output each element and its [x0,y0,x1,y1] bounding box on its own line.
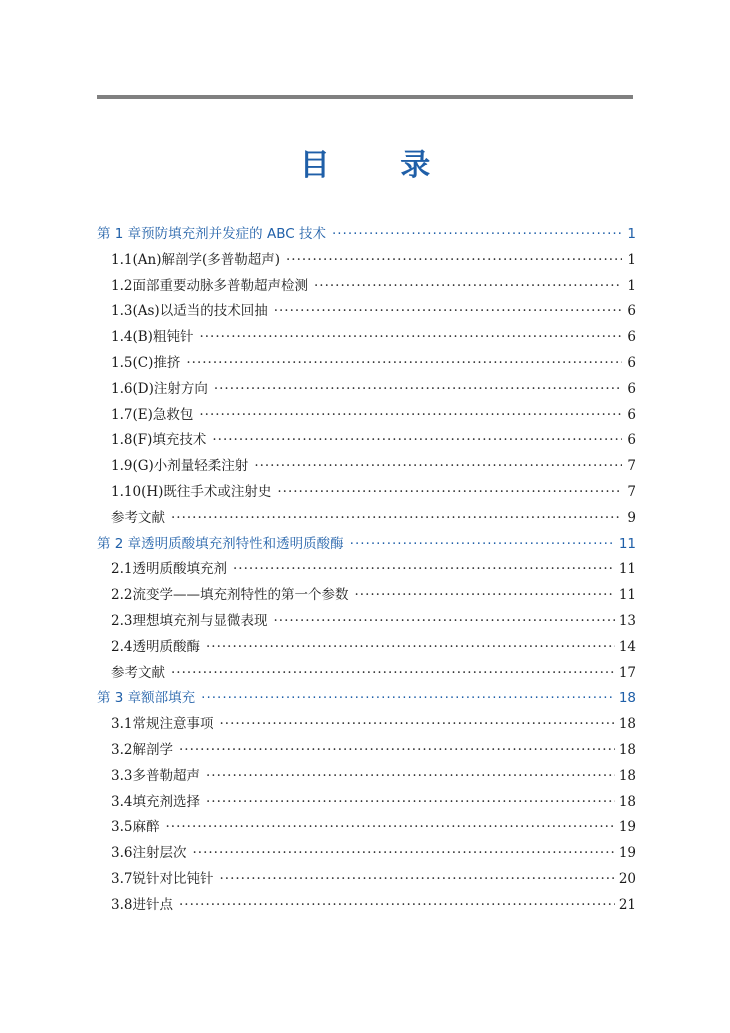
toc-entry-label: 参考文献 [111,664,165,681]
toc-page-number: 6 [627,303,636,320]
toc-section-row[interactable] [97,299,636,325]
toc-references-row[interactable] [97,506,636,532]
toc-page-number: 1 [627,226,636,242]
toc-section-row[interactable] [97,867,636,893]
toc-entry-number: 第 3 章 [97,690,142,707]
toc-section-row[interactable] [97,583,636,609]
toc-section-row[interactable] [97,764,636,790]
toc-section-row[interactable] [97,893,636,919]
toc-entry-label: 进针点 [132,896,173,913]
dot-leader [314,274,622,300]
dot-leader [233,557,615,583]
toc-section-row[interactable] [97,738,636,764]
toc-entry-label: (H)既往手术或注射史 [141,483,272,500]
toc-entry-number: 1.1 [111,251,133,268]
toc-entry-number: 2.2 [111,587,133,604]
toc-entry-number: 3.5 [111,819,133,836]
toc-page-number: 18 [618,741,636,758]
dot-leader [212,428,622,454]
toc-entry-number: 1.2 [111,277,133,294]
toc-section-row[interactable] [97,790,636,816]
toc-page-number: 11 [618,561,636,578]
toc-section-row[interactable] [97,403,636,429]
top-rule [97,95,633,99]
toc-entry-label: (E)急救包 [132,406,194,423]
toc-references-row[interactable] [97,661,636,687]
toc-entry-label: (F)填充技术 [132,432,207,449]
toc-page-number: 6 [627,354,636,371]
toc-entry-label: 解剖学 [132,741,173,758]
dot-leader [350,532,615,558]
toc-page-number: 21 [618,896,636,913]
toc-entry-number: 3.2 [111,741,133,758]
toc-entry-number: 1.7 [111,406,133,423]
toc-entry-label: 额部填充 [141,690,196,707]
toc-page-number: 7 [627,458,636,475]
toc-entry-number: 3.8 [111,896,133,913]
toc-page-number: 6 [627,406,636,423]
toc-section-row[interactable] [97,480,636,506]
toc-entry-number: 1.9 [111,458,133,475]
toc-entry-label: 麻醉 [132,819,160,836]
toc-section-row[interactable] [97,557,636,583]
toc-page-number: 6 [627,380,636,397]
dot-leader [201,686,615,712]
dot-leader [277,480,622,506]
dot-leader [171,506,622,532]
toc-page-number: 19 [618,819,636,836]
toc-page-number: 20 [618,870,636,887]
toc-entry-number: 1.6 [111,380,133,397]
dot-leader [165,815,614,841]
toc-entry-number: 第 1 章 [97,226,142,242]
toc-entry-label: 透明质酸填充剂特性和透明质酸酶 [141,535,344,552]
toc-entry-number: 1.8 [111,432,133,449]
toc-section-row[interactable] [97,609,636,635]
toc-entry-label: 透明质酸酶 [132,638,200,655]
toc-entry-label: (C)推挤 [132,354,181,371]
toc-page-number: 17 [618,664,636,681]
dot-leader [199,325,622,351]
toc-chapter-row[interactable] [97,532,636,558]
toc-section-row[interactable] [97,325,636,351]
dot-leader [254,454,622,480]
toc-entry-label: 锐针对比钝针 [132,870,214,887]
toc-entry-number: 3.4 [111,793,133,810]
dot-leader [219,867,614,893]
toc-section-row[interactable] [97,248,636,274]
dot-leader [286,248,622,274]
toc-entry-number: 1.10 [111,483,142,500]
toc-page-number: 9 [627,509,636,526]
toc-entry-label: 常规注意事项 [132,716,214,733]
toc-entry-label: 预防填充剂并发症的 ABC 技术 [141,226,326,242]
toc-section-row[interactable] [97,841,636,867]
toc-entry-number: 1.4 [111,329,133,346]
toc-entry-label: (G)小剂量轻柔注射 [132,458,249,475]
toc-section-row[interactable] [97,351,636,377]
toc-entry-label: 注射层次 [132,845,187,862]
toc-entry-number: 2.3 [111,612,133,629]
toc-section-row[interactable] [97,428,636,454]
dot-leader [171,661,615,687]
toc-section-row[interactable] [97,274,636,300]
dot-leader [206,764,615,790]
dot-leader [219,712,614,738]
toc-page-number: 6 [627,432,636,449]
toc-entry-label: (D)注射方向 [132,380,208,397]
toc-entry-label: 面部重要动脉多普勒超声检测 [132,277,308,294]
toc-entry-label: 理想填充剂与显微表现 [132,612,268,629]
dot-leader [273,609,614,635]
dot-leader [199,403,622,429]
dot-leader [179,893,615,919]
toc-page-number: 18 [618,716,636,733]
toc-entry-label: 透明质酸填充剂 [132,561,227,578]
dot-leader [186,351,622,377]
toc-section-row[interactable] [97,815,636,841]
toc-entry-label: 参考文献 [111,509,165,526]
toc-entry-label: 多普勒超声 [132,767,200,784]
toc-page-number: 7 [627,483,636,500]
toc-entry-number: 1.3 [111,303,133,320]
toc-entry-label: (B)粗钝针 [132,329,194,346]
dot-leader [354,583,614,609]
toc-page-number: 1 [627,251,636,268]
toc-entry-number: 2.1 [111,561,133,578]
toc-section-row[interactable] [97,635,636,661]
page-title: 目 录 [299,148,461,183]
dot-leader [332,222,622,248]
toc-entry-number: 2.4 [111,638,133,655]
dot-leader [206,790,615,816]
toc-page-number: 11 [618,535,636,552]
toc-entry-label: (As)以适当的技术回抽 [132,303,268,320]
toc-entry-label: (An)解剖学(多普勒超声) [132,251,280,268]
toc-entry-number: 3.7 [111,870,133,887]
toc-entry-number: 3.3 [111,767,133,784]
dot-leader [214,377,622,403]
toc-page-number: 18 [618,793,636,810]
toc-entry-label: 流变学——填充剂特性的第一个参数 [132,587,349,604]
toc-page-number: 13 [618,612,636,629]
toc-page-number: 11 [618,587,636,604]
toc-section-row[interactable] [97,377,636,403]
toc-chapter-row[interactable] [97,686,636,712]
toc-entry-number: 3.6 [111,845,133,862]
toc-page-number: 18 [618,767,636,784]
toc-entry-number: 3.1 [111,716,133,733]
toc-page-number: 19 [618,845,636,862]
toc-chapter-row[interactable] [97,222,636,248]
toc-entry-number: 1.5 [111,354,133,371]
toc-entry-number: 第 2 章 [97,535,142,552]
dot-leader [274,299,622,325]
toc-page-number: 14 [618,638,636,655]
toc-entry-label: 填充剂选择 [132,793,200,810]
toc-page-number: 1 [627,277,636,294]
toc-section-row[interactable] [97,454,636,480]
toc-page-number: 18 [618,690,636,707]
toc-page-number: 6 [627,329,636,346]
table-of-contents [97,222,636,919]
dot-leader [192,841,614,867]
toc-section-row[interactable] [97,712,636,738]
dot-leader [179,738,615,764]
dot-leader [206,635,615,661]
